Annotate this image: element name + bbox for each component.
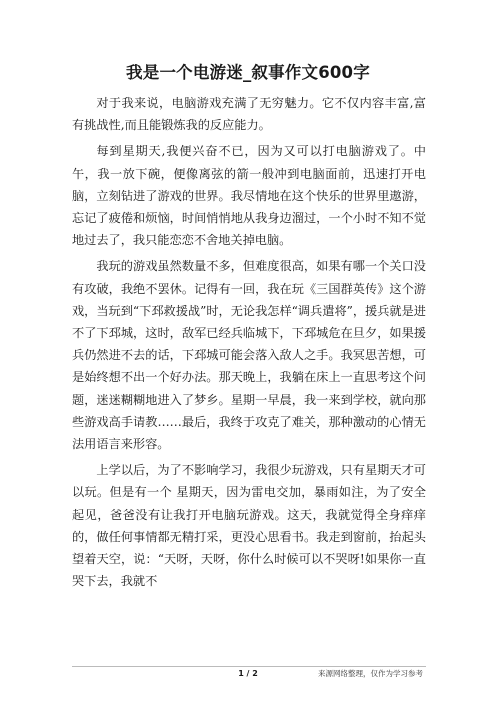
document-body bbox=[72, 92, 426, 596]
page-number: 1 / 2 bbox=[238, 669, 258, 678]
paragraph-3: 我玩的游戏虽然数量不多，但难度很高，如果有哪一个关口没有攻破，我绝不罢休。记得有一回，我在玩《三国群英传》这个游戏，当玩到“下邳救援战”时，无论我怎样“调兵遣将”，援兵就是进不了下邳城，这时，敌军已经兵临城下，下邳城危在旦夕，如果援兵仍然进不去的话，下邳城可能会落入敌人之手。我冥思苦想，可是始终想不出一个好办法。那天晚上，我躺在床上一直思考这个问题，迷迷糊糊地进入了梦乡。星期一早晨，我一来到学校，就向那些游戏高手请教……最后，我终于攻克了难关，那种激动的心情无法用语言来形容。 bbox=[72, 259, 426, 452]
paragraph-4: 上学以后，为了不影响学习，我很少玩游戏，只有星期天才可以玩。但是有一个 星期天，因为雷电交加，暴雨如注，为了安全起见，爸爸没有让我打开电脑玩游戏。这天，我就觉得全身痒痒的，做任何事情都无精打采，更没心思看书。我走到窗前，抬起头望着天空，说：“天呀，天呀，你什么时候可以不哭呀!如果你一直哭下去，我就不 bbox=[72, 463, 426, 589]
paragraph-2: 每到星期天,我便兴奋不已，因为又可以打电脑游戏了。中午，我一放下碗，便像离弦的箭一般冲到电脑面前，迅速打开电脑，立刻钻进了游戏的世界。我尽情地在这个快乐的世界里遨游，忘记了疲倦和烦恼，时间悄悄地从我身边溜过，一个小时不知不觉地过去了，我只能恋恋不舍地关掉电脑。 bbox=[72, 144, 426, 248]
footer-divider bbox=[72, 666, 426, 667]
paragraph-1: 对于我来说，电脑游戏充满了无穷魅力。它不仅内容丰富,富有挑战性,而且能锻炼我的反应能力。 bbox=[72, 96, 426, 133]
page-footer bbox=[0, 666, 496, 680]
document-title: 我是一个电游迷_叙事作文600字 bbox=[126, 63, 370, 82]
source-note: 来源网络整理，仅作为学习参考 bbox=[318, 669, 423, 678]
